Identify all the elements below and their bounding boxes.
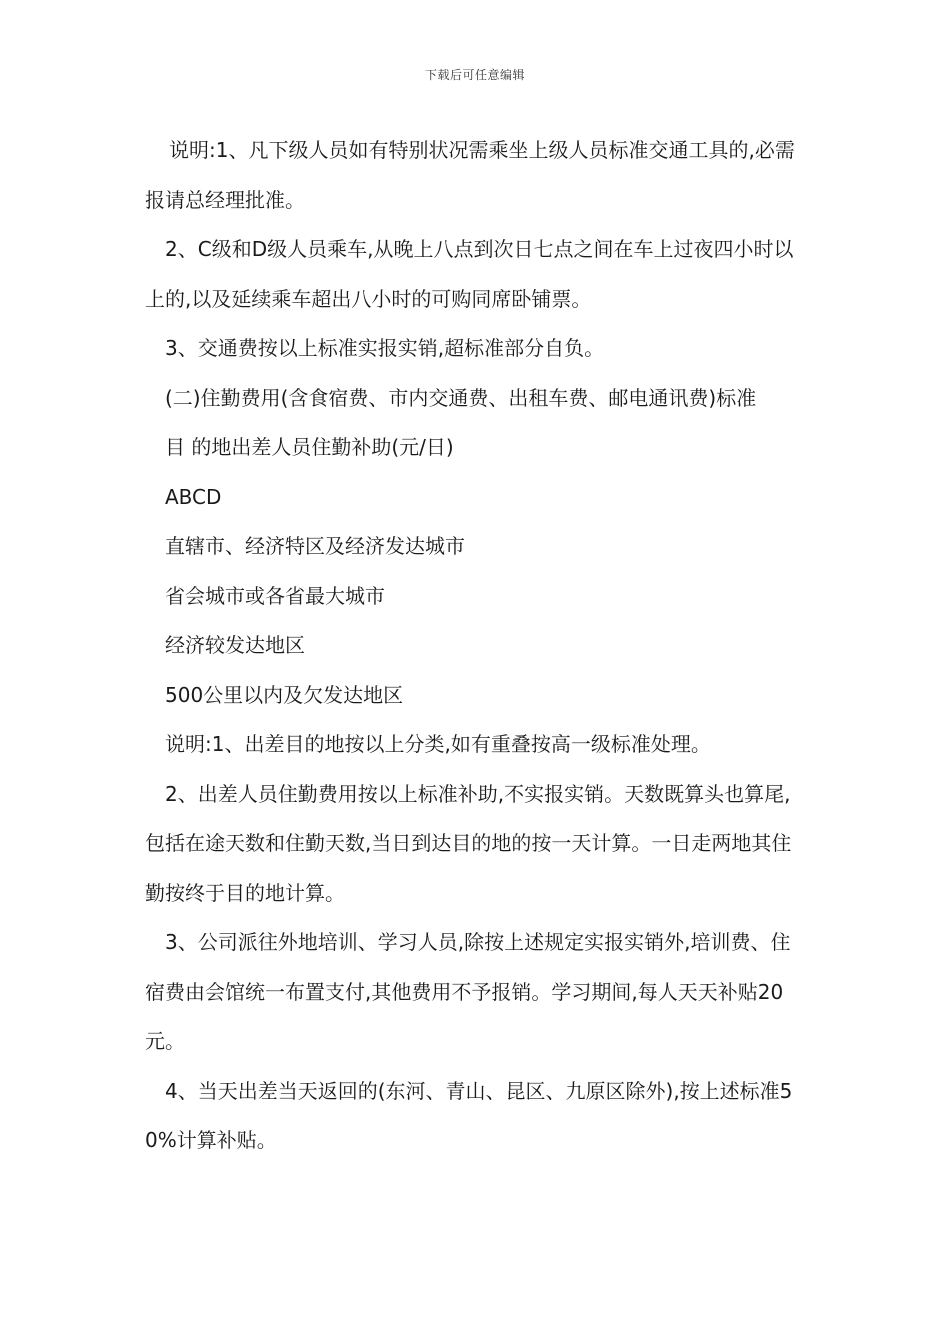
table-title-allowance: 目 的地出差人员住勤补助(元/日)	[165, 435, 454, 459]
table-row-category-4: 500公里以内及欠发达地区	[165, 682, 404, 707]
paragraph-transport-note-3: 3、交通费按以上标准实报实销,超标准部分自负。	[165, 336, 605, 360]
table-row-category-1: 直辖市、经济特区及经济发达城市	[165, 534, 465, 558]
table-row-category-2: 省会城市或各省最大城市	[165, 583, 385, 608]
section-heading-lodging: (二)住勤费用(含食宿费、市内交通费、出租车费、邮电通讯费)标准	[165, 385, 757, 410]
document-body	[145, 126, 810, 1166]
page-header: 下载后可任意编辑	[424, 68, 525, 82]
paragraph-transport-note-1: 说明:1、凡下级人员如有特别状况需乘坐上级人员标准交通工具的,必需报请总经理批准。	[145, 138, 795, 212]
paragraph-lodging-note-1: 说明:1、出差目的地按以上分类,如有重叠按高一级标准处理。	[165, 732, 711, 756]
paragraph-lodging-note-2: 2、出差人员住勤费用按以上标准补助,不实报实销。天数既算头也算尾,包括在途天数和住勤天数,当日到达目的地的按一天计算。一日走两地其住勤按终于目的地计算。	[145, 781, 792, 905]
table-header-levels: ABCD	[165, 484, 222, 509]
table-row-category-3: 经济较发达地区	[165, 633, 305, 657]
paragraph-transport-note-2: 2、C级和D级人员乘车,从晚上八点到次日七点之间在车上过夜四小时以上的,以及延续乘车超出八小时的可购同席卧铺票。	[145, 237, 794, 311]
paragraph-lodging-note-4: 4、当天出差当天返回的(东河、青山、昆区、九原区除外),按上述标准50%计算补贴。	[145, 1078, 793, 1152]
paragraph-lodging-note-3: 3、公司派往外地培训、学习人员,除按上述规定实报实销外,培训费、住宿费由会馆统一布置支付,其他费用不予报销。学习期间,每人天天补贴20元。	[145, 930, 791, 1053]
